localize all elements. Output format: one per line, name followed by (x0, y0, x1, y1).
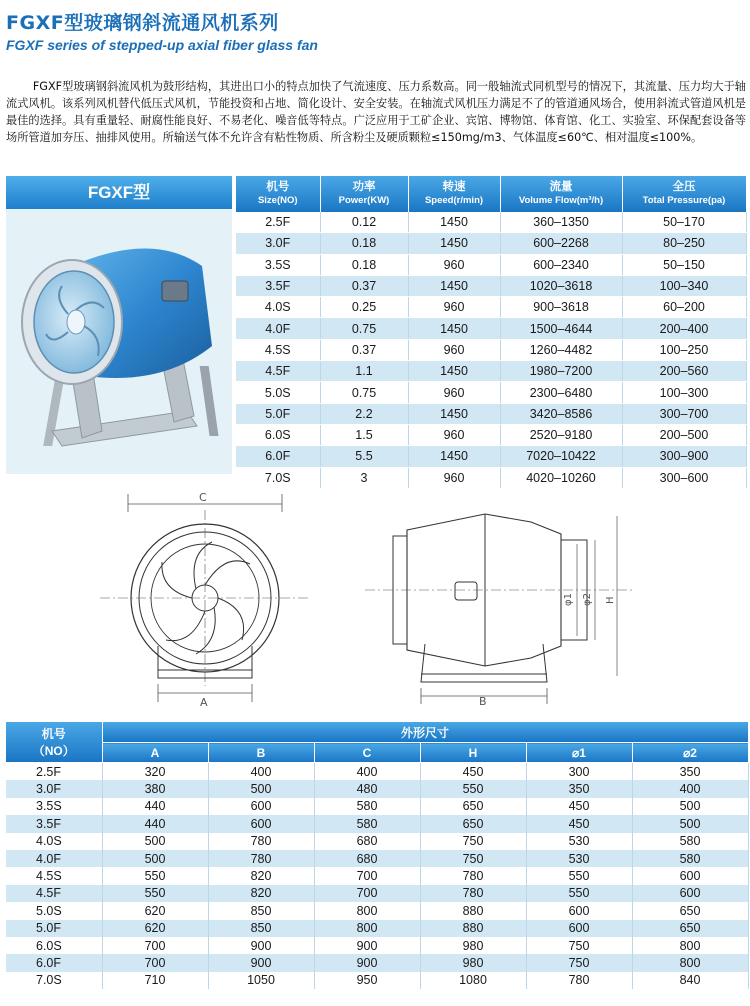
dim-phi1-label: φ1 (563, 593, 574, 606)
table-cell: 50–150 (622, 254, 746, 275)
table-row (6, 850, 748, 867)
spec-col-header (320, 176, 408, 212)
table-cell: 800 (632, 937, 748, 954)
table-cell: 780 (208, 850, 314, 867)
table-cell: 550 (420, 780, 526, 797)
table-row (6, 937, 748, 954)
table-row (6, 954, 748, 971)
table-cell: 900–3618 (500, 297, 622, 318)
table-cell: 1450 (408, 361, 500, 382)
table-cell: 850 (208, 920, 314, 937)
table-cell: 450 (526, 815, 632, 832)
dims-col-header: C (314, 743, 420, 763)
table-cell: 2520–9180 (500, 424, 622, 445)
table-row (236, 446, 746, 467)
table-cell: 300–600 (622, 467, 746, 488)
table-cell: 800 (632, 954, 748, 971)
dimensions-table (6, 722, 749, 989)
table-cell: 300 (526, 763, 632, 781)
table-cell: 680 (314, 850, 420, 867)
spec-col-header (236, 176, 320, 212)
table-row (6, 902, 748, 919)
table-cell: 960 (408, 339, 500, 360)
table-cell: 1.5 (320, 424, 408, 445)
table-cell: 3 (320, 467, 408, 488)
table-cell: 800 (314, 920, 420, 937)
spec-col-header-cn: 转速 (442, 181, 466, 193)
table-row (236, 254, 746, 275)
table-cell: 1080 (420, 972, 526, 989)
table-cell: 600 (208, 798, 314, 815)
dims-size-header-no: （NO） (32, 744, 75, 758)
table-cell: 0.75 (320, 318, 408, 339)
table-row (6, 780, 748, 797)
table-cell: 1450 (408, 275, 500, 296)
table-cell: 500 (632, 815, 748, 832)
spec-col-header-en: Volume Flow(m³/h) (518, 195, 604, 206)
table-cell: 780 (526, 972, 632, 989)
table-cell: 1450 (408, 318, 500, 339)
table-row (236, 403, 746, 424)
table-cell: 530 (526, 850, 632, 867)
table-cell: 500 (632, 798, 748, 815)
table-cell: 3.5S (236, 254, 320, 275)
product-tag: FGXF型 (6, 176, 232, 209)
table-cell: 680 (314, 833, 420, 850)
table-cell: 2.2 (320, 403, 408, 424)
table-cell: 1050 (208, 972, 314, 989)
table-cell: 550 (102, 867, 208, 884)
table-cell: 960 (408, 297, 500, 318)
table-cell: 4.5S (236, 339, 320, 360)
table-cell: 1450 (408, 212, 500, 233)
table-cell: 100–300 (622, 382, 746, 403)
table-cell: 0.18 (320, 233, 408, 254)
table-row (236, 467, 746, 488)
table-cell: 3.5F (236, 275, 320, 296)
table-cell: 1500–4644 (500, 318, 622, 339)
spec-col-header-cn: 全压 (672, 181, 696, 193)
table-cell: 0.18 (320, 254, 408, 275)
table-row (6, 867, 748, 884)
spec-col-header (500, 176, 622, 212)
table-cell: 980 (420, 937, 526, 954)
page-title: FGXF型玻璃钢斜流通风机系列 (6, 12, 279, 34)
table-cell: 360–1350 (500, 212, 622, 233)
table-cell: 0.75 (320, 382, 408, 403)
table-cell: 4.5F (6, 885, 102, 902)
table-cell: 900 (314, 954, 420, 971)
table-cell: 300–900 (622, 446, 746, 467)
table-cell: 700 (102, 937, 208, 954)
table-cell: 5.0S (6, 902, 102, 919)
table-cell: 700 (314, 885, 420, 902)
table-cell: 850 (208, 902, 314, 919)
table-cell: 980 (420, 954, 526, 971)
intro-paragraph: FGXF型玻璃钢斜流风机为鼓形结构，其进出口小的特点加快了气流速度、压力系数高。同一般轴流式同机型号的情况下，其流量、压力均大于轴流式风机。该系列风机替代低压式风机，节能投资和占地、简化设计、安全安装。在轴流式风机压力满足不了的管道通风场合，使用斜流式管道风机是最佳的选择。具有重量轻、耐腐性能良好、不易老化、噪音低等特点。广泛应用于工矿企业、宾馆、博物馆、体育馆、化工、实验室、环保配套设备等场所管道加夯压、抽排风使用。所输送气体不允许含有粘性物质、所含粉尘及硬质颗粒≤150mg/m3、气体温度≤60℃、相对温度≤100%。 (6, 80, 746, 144)
table-cell: 6.0F (236, 446, 320, 467)
dim-a-label: A (200, 696, 208, 709)
dims-col-header: A (102, 743, 208, 763)
spec-col-header-en: Speed(r/min) (424, 195, 484, 206)
table-cell: 820 (208, 867, 314, 884)
table-cell: 780 (208, 833, 314, 850)
front-view-drawing (100, 490, 310, 710)
table-row (6, 920, 748, 937)
dim-c-label: C (199, 491, 207, 504)
table-cell: 710 (102, 972, 208, 989)
table-cell: 400 (208, 763, 314, 781)
table-cell: 600–2340 (500, 254, 622, 275)
table-cell: 750 (420, 833, 526, 850)
table-cell: 0.12 (320, 212, 408, 233)
table-cell: 6.0S (6, 937, 102, 954)
table-cell: 2300–6480 (500, 382, 622, 403)
table-cell: 200–560 (622, 361, 746, 382)
table-cell: 580 (632, 833, 748, 850)
table-cell: 550 (526, 867, 632, 884)
table-cell: 5.5 (320, 446, 408, 467)
dims-col-header: H (420, 743, 526, 763)
spec-col-header-cn: 功率 (352, 181, 376, 193)
table-row (236, 297, 746, 318)
table-cell: 2.5F (6, 763, 102, 781)
table-row (236, 275, 746, 296)
table-cell: 350 (526, 780, 632, 797)
table-cell: 5.0F (6, 920, 102, 937)
spec-col-header (622, 176, 746, 212)
side-view-drawing (365, 510, 635, 706)
table-cell: 950 (314, 972, 420, 989)
table-cell: 2.5F (236, 212, 320, 233)
table-cell: 1980–7200 (500, 361, 622, 382)
table-row (6, 833, 748, 850)
table-cell: 380 (102, 780, 208, 797)
table-cell: 60–200 (622, 297, 746, 318)
table-cell: 500 (102, 833, 208, 850)
table-cell: 1450 (408, 446, 500, 467)
table-cell: 900 (208, 937, 314, 954)
table-cell: 4.0S (236, 297, 320, 318)
table-cell: 960 (408, 424, 500, 445)
table-cell: 840 (632, 972, 748, 989)
dims-size-header (6, 722, 102, 763)
page-subtitle: FGXF series of stepped-up axial fiber glass fan (6, 37, 318, 53)
dims-col-header: ⌀2 (632, 743, 748, 763)
fan-photo-icon (12, 226, 226, 456)
table-cell: 1450 (408, 233, 500, 254)
table-row (236, 361, 746, 382)
table-cell: 3.5S (6, 798, 102, 815)
table-cell: 1450 (408, 403, 500, 424)
table-cell: 700 (314, 867, 420, 884)
table-cell: 7.0S (236, 467, 320, 488)
table-row (236, 382, 746, 403)
table-cell: 900 (208, 954, 314, 971)
table-cell: 750 (420, 850, 526, 867)
table-cell: 500 (208, 780, 314, 797)
table-cell: 6.0S (236, 424, 320, 445)
table-cell: 480 (314, 780, 420, 797)
table-cell: 440 (102, 798, 208, 815)
table-cell: 3.0F (236, 233, 320, 254)
table-cell: 750 (526, 937, 632, 954)
table-cell: 550 (526, 885, 632, 902)
table-cell: 0.37 (320, 275, 408, 296)
table-row (236, 318, 746, 339)
table-cell: 650 (420, 815, 526, 832)
table-cell: 4.0F (6, 850, 102, 867)
dims-size-header-cn: 机号 (41, 727, 66, 741)
table-cell: 200–500 (622, 424, 746, 445)
table-cell: 580 (632, 850, 748, 867)
dims-group-header: 外形尺寸 (102, 722, 748, 743)
table-cell: 880 (420, 920, 526, 937)
table-cell: 780 (420, 867, 526, 884)
table-cell: 820 (208, 885, 314, 902)
table-cell: 580 (314, 798, 420, 815)
table-cell: 600 (632, 885, 748, 902)
table-row (6, 885, 748, 902)
table-row (6, 972, 748, 989)
table-cell: 4.5F (236, 361, 320, 382)
table-row (6, 798, 748, 815)
dim-phi2-label: φ2 (582, 593, 593, 606)
dims-col-header: ⌀1 (526, 743, 632, 763)
spec-col-header-cn: 机号 (266, 181, 290, 193)
table-cell: 320 (102, 763, 208, 781)
table-cell: 7020–10422 (500, 446, 622, 467)
table-row (6, 763, 748, 781)
table-cell: 200–400 (622, 318, 746, 339)
table-row (236, 212, 746, 233)
table-cell: 620 (102, 920, 208, 937)
table-cell: 80–250 (622, 233, 746, 254)
table-cell: 800 (314, 902, 420, 919)
table-cell: 4.0S (6, 833, 102, 850)
table-cell: 450 (420, 763, 526, 781)
spec-col-header-en: Size(NO) (257, 195, 298, 206)
spec-col-header (408, 176, 500, 212)
table-cell: 100–250 (622, 339, 746, 360)
table-cell: 0.37 (320, 339, 408, 360)
table-cell: 350 (632, 763, 748, 781)
table-cell: 600–2268 (500, 233, 622, 254)
table-row (236, 424, 746, 445)
spec-col-header-en: Power(KW) (338, 195, 390, 206)
table-cell: 620 (102, 902, 208, 919)
table-cell: 3.0F (6, 780, 102, 797)
table-cell: 1.1 (320, 361, 408, 382)
table-cell: 0.25 (320, 297, 408, 318)
table-cell: 300–700 (622, 403, 746, 424)
dims-header-row (6, 743, 748, 763)
dims-col-header: B (208, 743, 314, 763)
table-cell: 3420–8586 (500, 403, 622, 424)
dim-b-label: B (479, 695, 487, 706)
table-cell: 960 (408, 467, 500, 488)
table-cell: 880 (420, 902, 526, 919)
table-cell: 4.0F (236, 318, 320, 339)
table-cell: 550 (102, 885, 208, 902)
table-cell: 7.0S (6, 972, 102, 989)
product-panel (6, 176, 232, 474)
table-cell: 650 (420, 798, 526, 815)
table-cell: 100–340 (622, 275, 746, 296)
table-row (236, 339, 746, 360)
spec-col-header-cn: 流量 (549, 181, 573, 193)
table-cell: 4020–10260 (500, 467, 622, 488)
table-row (236, 233, 746, 254)
spec-col-header-en: Total Pressure(pa) (642, 195, 726, 206)
table-cell: 500 (102, 850, 208, 867)
table-cell: 1260–4482 (500, 339, 622, 360)
table-cell: 400 (632, 780, 748, 797)
table-cell: 960 (408, 382, 500, 403)
spec-header-row (236, 176, 746, 212)
table-cell: 600 (632, 867, 748, 884)
table-cell: 900 (314, 937, 420, 954)
table-cell: 1020–3618 (500, 275, 622, 296)
table-cell: 700 (102, 954, 208, 971)
table-cell: 400 (314, 763, 420, 781)
table-cell: 450 (526, 798, 632, 815)
table-cell: 600 (526, 920, 632, 937)
table-cell: 650 (632, 902, 748, 919)
table-cell: 530 (526, 833, 632, 850)
table-cell: 580 (314, 815, 420, 832)
table-cell: 780 (420, 885, 526, 902)
table-row (6, 815, 748, 832)
table-cell: 960 (408, 254, 500, 275)
table-cell: 5.0F (236, 403, 320, 424)
table-cell: 440 (102, 815, 208, 832)
table-cell: 5.0S (236, 382, 320, 403)
table-cell: 6.0F (6, 954, 102, 971)
dim-h-label: H (605, 596, 616, 604)
spec-table (236, 176, 747, 489)
table-cell: 600 (526, 902, 632, 919)
table-cell: 4.5S (6, 867, 102, 884)
table-cell: 3.5F (6, 815, 102, 832)
table-cell: 750 (526, 954, 632, 971)
table-cell: 50–170 (622, 212, 746, 233)
table-cell: 600 (208, 815, 314, 832)
table-cell: 650 (632, 920, 748, 937)
